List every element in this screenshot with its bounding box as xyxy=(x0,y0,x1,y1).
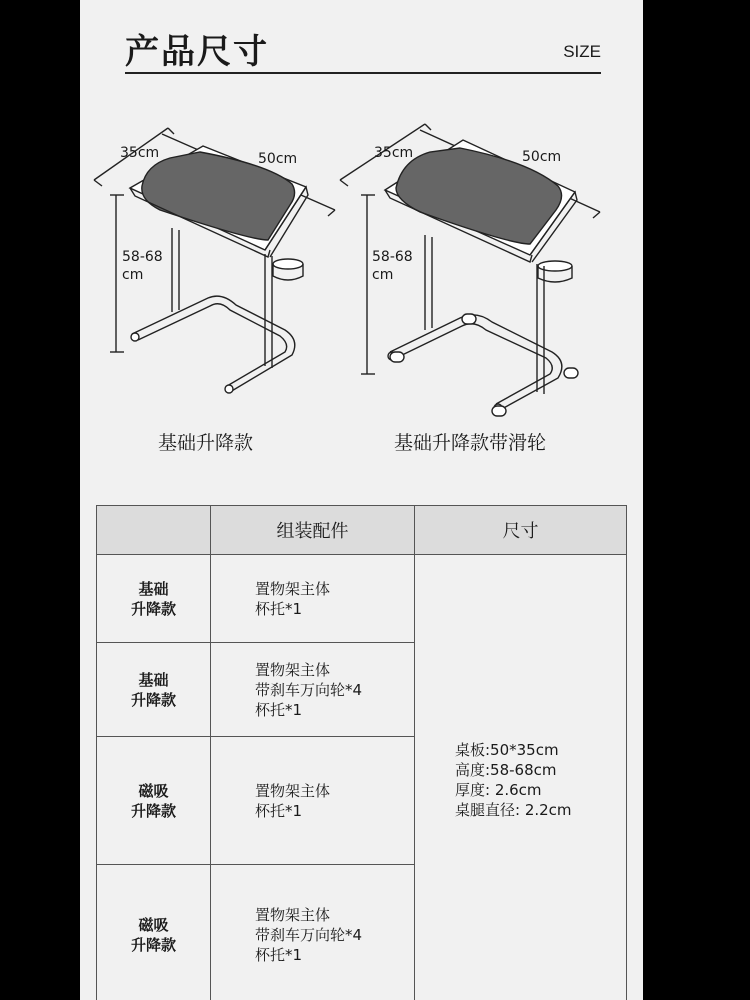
parts-cell: 置物架主体 杯托*1 xyxy=(211,737,415,865)
size-tag: SIZE xyxy=(563,42,601,61)
spec-table-header-row xyxy=(97,506,627,555)
product-size-page xyxy=(80,0,643,1000)
dim-board: 桌板:50*35cm xyxy=(455,740,559,759)
diagram1-width-label: 35cm xyxy=(120,145,160,161)
parts-cell: 置物架主体 带刹车万向轮*4 杯托*1 xyxy=(211,865,415,1000)
diagram2-height-unit: cm xyxy=(372,267,394,283)
model-name-cell: 基础 升降款 xyxy=(97,643,211,737)
dim-thickness: 厚度: 2.6cm xyxy=(455,780,542,799)
page-title: 产品尺寸 xyxy=(125,32,269,72)
spec-header-blank xyxy=(97,506,211,555)
table-diagrams xyxy=(80,0,643,500)
spec-header-size: 尺寸 xyxy=(415,506,627,555)
table-row xyxy=(97,555,627,643)
spec-table xyxy=(96,505,627,1000)
diagram1-height-unit: cm xyxy=(122,267,144,283)
diagram2-depth-label: 50cm xyxy=(522,149,562,165)
model-name-cell: 磁吸 升降款 xyxy=(97,737,211,865)
diagram1-height-label: 58-68 xyxy=(122,249,163,265)
dimensions-cell xyxy=(415,555,627,1000)
spec-header-parts: 组装配件 xyxy=(211,506,415,555)
diagram1-depth-label: 50cm xyxy=(258,151,298,167)
diagram1-caption: 基础升降款 xyxy=(158,432,254,454)
model-name-cell: 磁吸 升降款 xyxy=(97,865,211,1000)
dim-leg-diameter: 桌腿直径: 2.2cm xyxy=(455,800,572,819)
diagram2-width-label: 35cm xyxy=(374,145,414,161)
diagram2-caption: 基础升降款带滑轮 xyxy=(394,432,547,454)
diagram2-height-label: 58-68 xyxy=(372,249,413,265)
model-name-cell: 基础 升降款 xyxy=(97,555,211,643)
parts-cell: 置物架主体 带刹车万向轮*4 杯托*1 xyxy=(211,643,415,737)
dim-height: 高度:58-68cm xyxy=(455,760,557,779)
parts-cell: 置物架主体 杯托*1 xyxy=(211,555,415,643)
